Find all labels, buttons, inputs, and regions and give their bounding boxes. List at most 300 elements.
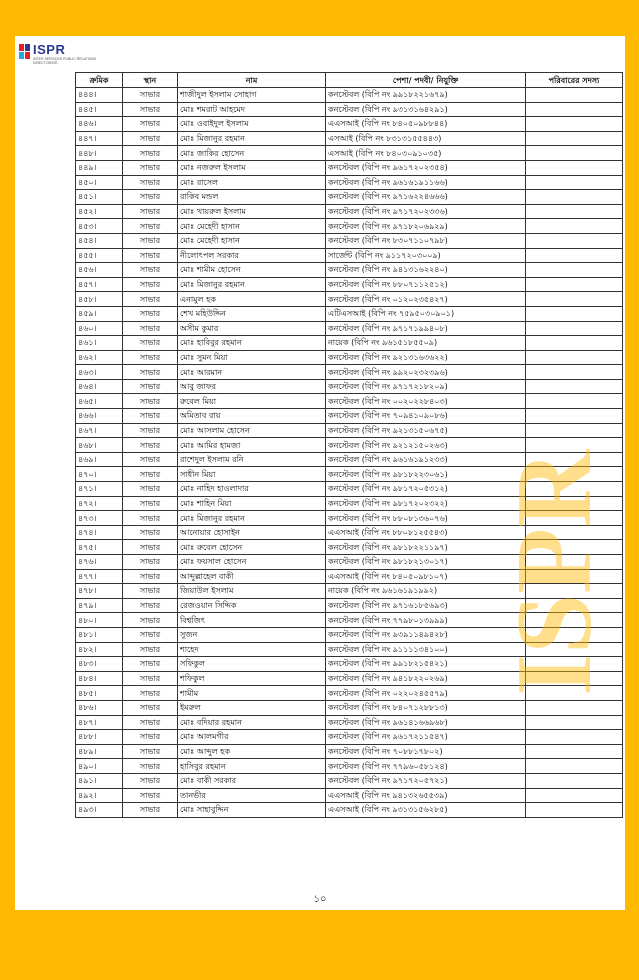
row-serial: ৪৬৯। [76, 452, 123, 467]
table-row [76, 423, 623, 438]
column-header-name: নাম [178, 73, 326, 88]
row-place: সাভার [123, 555, 178, 570]
row-post: কনস্টেবল (বিপি নং ৮৮০৮১৩৬০৭৬) [326, 511, 526, 526]
row-post: কনস্টেবল (বিপি নং ৮৪০৭১২৮৮১৩) [326, 700, 526, 715]
row-name: রেজওয়ান সিদ্দিক [178, 598, 326, 613]
table-row [76, 511, 623, 526]
row-name: মোঃ আলমগীর [178, 730, 326, 745]
row-name: তানভীর [178, 788, 326, 803]
row-name: মোঃ জাকির হোসেন [178, 146, 326, 161]
row-place: সাভার [123, 160, 178, 175]
row-post: সার্জেন্ট (বিপি নং ৯১১৭২০৩০০৯) [326, 248, 526, 263]
row-post: কনস্টেবল (বিপি নং ৯৭১৭২০২৩৩৬) [326, 204, 526, 219]
row-serial: ৪৫৮। [76, 292, 123, 307]
row-name: মোঃ ফয়সাল হোসেন [178, 555, 326, 570]
logo-subtitle: INTER SERVICES PUBLIC RELATIONS DIRECTORATE [33, 57, 97, 65]
row-serial: ৪৮৯। [76, 744, 123, 759]
row-family [526, 233, 623, 248]
row-post: কনস্টেবল (বিপি নং ৯২১২১৫০২৬৩) [326, 438, 526, 453]
row-name: মোঃ রুবেল হোসেন [178, 540, 326, 555]
row-post: কনস্টেবল (বিপি নং ৯৬১৬১৯১২৩৩) [326, 452, 526, 467]
column-header-post: পেশা/ পদবী/ নিযুক্তি [326, 73, 526, 88]
table-row [76, 759, 623, 774]
row-place: সাভার [123, 233, 178, 248]
row-serial: ৪৮৬। [76, 700, 123, 715]
table-row [76, 306, 623, 321]
table-row [76, 627, 623, 642]
row-place: সাভার [123, 569, 178, 584]
row-serial: ৪৫৭। [76, 277, 123, 292]
row-post: এটিএসআই (বিপি নং ৭৫৯৫০৩০৯০১) [326, 306, 526, 321]
row-place: সাভার [123, 409, 178, 424]
row-name: মোঃ মেহেদী হাসান [178, 233, 326, 248]
logo-text: ISPR [33, 42, 66, 57]
row-family [526, 306, 623, 321]
row-place: সাভার [123, 306, 178, 321]
table-row [76, 263, 623, 278]
row-serial: ৪৮৩। [76, 657, 123, 672]
table-row [76, 452, 623, 467]
table-row [76, 160, 623, 175]
row-serial: ৪৮৮। [76, 730, 123, 745]
row-serial: ৪৯৩। [76, 803, 123, 818]
table-row [76, 394, 623, 409]
table-row [76, 467, 623, 482]
row-family [526, 759, 623, 774]
table-row [76, 233, 623, 248]
row-family [526, 452, 623, 467]
table-row [76, 613, 623, 628]
table-row [76, 525, 623, 540]
row-place: সাভার [123, 292, 178, 307]
row-post: কনস্টেবল (বিপি নং ০২২০২৪৫৫৭৯) [326, 686, 526, 701]
row-post: কনস্টেবল (বিপি নং ৮৩০৭১১০৭৯৮) [326, 233, 526, 248]
row-post: কনস্টেবল (বিপি নং ৭৭৯৮০১৩৯৯৯) [326, 613, 526, 628]
row-post: কনস্টেবল (বিপি নং ৯৯১৮২১৫৪২১) [326, 657, 526, 672]
row-serial: ৪৪৪। [76, 88, 123, 103]
row-name: মোঃ মিজানুর রহমান [178, 131, 326, 146]
row-place: সাভার [123, 642, 178, 657]
table-row [76, 292, 623, 307]
row-place: সাভার [123, 277, 178, 292]
table-row [76, 540, 623, 555]
row-name: মোঃ মিজানুর রহমান [178, 277, 326, 292]
row-name: শাহেদ [178, 642, 326, 657]
table-row [76, 496, 623, 511]
row-family [526, 773, 623, 788]
row-place: সাভার [123, 102, 178, 117]
row-serial: ৪৪৮। [76, 146, 123, 161]
row-place: সাভার [123, 511, 178, 526]
row-serial: ৪৬৩। [76, 365, 123, 380]
row-serial: ৪৬৪। [76, 379, 123, 394]
row-name: মোঃ মেহেদী হাসান [178, 219, 326, 234]
table-row [76, 219, 623, 234]
row-place: সাভার [123, 379, 178, 394]
row-post: কনস্টেবল (বিপি নং ৯৬১৭২১১৫৪৭) [326, 730, 526, 745]
table-row [76, 379, 623, 394]
row-family [526, 555, 623, 570]
row-place: সাভার [123, 467, 178, 482]
row-serial: ৪৮৪। [76, 671, 123, 686]
table-row [76, 584, 623, 599]
row-serial: ৪৬৮। [76, 438, 123, 453]
row-family [526, 627, 623, 642]
row-family [526, 540, 623, 555]
row-post: এএসআই (বিপি নং ৯৪১৩২৬৫৫৩৯) [326, 788, 526, 803]
row-serial: ৪৫৬। [76, 263, 123, 278]
row-name: অসীম কুমার [178, 321, 326, 336]
table-row [76, 102, 623, 117]
table-row [76, 730, 623, 745]
row-post: কনস্টেবল (বিপি নং ৯৬১৬১৯১১৬৬) [326, 175, 526, 190]
table-row [76, 146, 623, 161]
row-post: কনস্টেবল (বিপি নং ৭৭৯৬০৫৮১২৪) [326, 759, 526, 774]
table-header-row [76, 73, 623, 88]
row-family [526, 350, 623, 365]
table-row [76, 803, 623, 818]
row-family [526, 525, 623, 540]
row-post: কনস্টেবল (বিপি নং ৯৭১৭১৯৯৪০৮) [326, 321, 526, 336]
row-name: রাকিব মন্ডল [178, 190, 326, 205]
row-post: কনস্টেবল (বিপি নং ৯৩১৩১৬৪২৯১) [326, 102, 526, 117]
row-serial: ৪৬৫। [76, 394, 123, 409]
row-place: সাভার [123, 336, 178, 351]
row-name: ইমরুল [178, 700, 326, 715]
row-place: সাভার [123, 146, 178, 161]
row-family [526, 117, 623, 132]
row-family [526, 365, 623, 380]
row-family [526, 744, 623, 759]
table-row [76, 598, 623, 613]
row-place: সাভার [123, 438, 178, 453]
row-serial: ৪৮৭। [76, 715, 123, 730]
row-post: কনস্টেবল (বিপি নং ৯৮১৭২০২৩২২) [326, 496, 526, 511]
table-row [76, 365, 623, 380]
row-name: মোঃ শমরাট আহমেদ [178, 102, 326, 117]
row-serial: ৪৮১। [76, 627, 123, 642]
row-family [526, 336, 623, 351]
row-serial: ৪৫৪। [76, 233, 123, 248]
row-name: মোঃ আরমান [178, 365, 326, 380]
row-place: সাভার [123, 788, 178, 803]
row-family [526, 438, 623, 453]
row-name: নীলোৎপল সরকার [178, 248, 326, 263]
row-family [526, 686, 623, 701]
row-family [526, 88, 623, 103]
row-serial: ৪৭৪। [76, 525, 123, 540]
row-serial: ৪৭৩। [76, 511, 123, 526]
row-place: সাভার [123, 321, 178, 336]
row-name: রাশেদুল ইসলাম রনি [178, 452, 326, 467]
row-name: অমিতাব রায় [178, 409, 326, 424]
row-post: কনস্টেবল (বিপি নং ৯৮১৮২২৩০৬১) [326, 467, 526, 482]
table-row [76, 248, 623, 263]
ispr-emblem-icon [19, 44, 31, 60]
table-row [76, 686, 623, 701]
row-serial: ৪৯১। [76, 773, 123, 788]
row-name: বিশ্বজিৎ [178, 613, 326, 628]
row-family [526, 248, 623, 263]
row-place: সাভার [123, 803, 178, 818]
table-row [76, 409, 623, 424]
row-place: সাভার [123, 744, 178, 759]
table-row [76, 131, 623, 146]
row-name: মোঃ আসলাম হোসেন [178, 423, 326, 438]
row-family [526, 788, 623, 803]
row-family [526, 511, 623, 526]
row-family [526, 715, 623, 730]
row-serial: ৪৪৬। [76, 117, 123, 132]
table-row [76, 88, 623, 103]
row-post: এসআই (বিপি নং ৮৩১৩১৫৫৪৪৩) [326, 131, 526, 146]
row-name: মোঃ খায়রুল ইসলাম [178, 204, 326, 219]
row-family [526, 671, 623, 686]
row-serial: ৪৪৯। [76, 160, 123, 175]
row-place: সাভার [123, 613, 178, 628]
row-name: রুবেল মিয়া [178, 394, 326, 409]
row-serial: ৪৬২। [76, 350, 123, 365]
row-serial: ৪৭৯। [76, 598, 123, 613]
row-name: সাধীন মিয়া [178, 467, 326, 482]
row-serial: ৪৫২। [76, 204, 123, 219]
row-family [526, 292, 623, 307]
row-place: সাভার [123, 598, 178, 613]
row-name: শেখ মহিউদ্দিন [178, 306, 326, 321]
row-family [526, 204, 623, 219]
row-serial: ৪৭৮। [76, 584, 123, 599]
row-serial: ৪৮২। [76, 642, 123, 657]
row-family [526, 102, 623, 117]
row-serial: ৪৬১। [76, 336, 123, 351]
row-post: কনস্টেবল (বিপি নং ৯৩৯১১৪৯৪২৮) [326, 627, 526, 642]
row-family [526, 482, 623, 497]
table-row [76, 336, 623, 351]
row-place: সাভার [123, 88, 178, 103]
table-row [76, 788, 623, 803]
row-name: মোঃ মিজানুর রহমান [178, 511, 326, 526]
row-post: কনস্টেবল (বিপি নং ৯৭১৬১৮৫৬৯৩) [326, 598, 526, 613]
row-post: কনস্টেবল (বিপি নং ৭০৯৪১০৯০৮৬) [326, 409, 526, 424]
document-page [15, 36, 625, 910]
row-post: এএসআই (বিপি নং ৮৪০৫০৯৮১০৭) [326, 569, 526, 584]
row-family [526, 730, 623, 745]
column-header-serial: ক্রমিক [76, 73, 123, 88]
row-name: সফিকুল [178, 657, 326, 672]
table-row [76, 321, 623, 336]
row-serial: ৪৫০। [76, 175, 123, 190]
row-name: মোঃ সাহাবুদ্দিন [178, 803, 326, 818]
row-name: মোঃ নাহিদ হাওলাদার [178, 482, 326, 497]
row-name: শামীম [178, 686, 326, 701]
row-place: সাভার [123, 365, 178, 380]
row-serial: ৪৬০। [76, 321, 123, 336]
row-place: সাভার [123, 131, 178, 146]
row-name: আব্দুল্লাহেল বাকী [178, 569, 326, 584]
row-post: কনস্টেবল (বিপি নং ৯৯১৮২২১৬৭৯) [326, 88, 526, 103]
row-family [526, 219, 623, 234]
row-place: সাভার [123, 248, 178, 263]
row-family [526, 263, 623, 278]
row-place: সাভার [123, 350, 178, 365]
row-name: হাসিবুর রহমান [178, 759, 326, 774]
table-row [76, 671, 623, 686]
row-post: কনস্টেবল (বিপি নং ৮৮০৭১১২৫১২) [326, 277, 526, 292]
row-family [526, 467, 623, 482]
row-name: মোঃ বদিয়ার রহমান [178, 715, 326, 730]
table-row [76, 555, 623, 570]
table-row [76, 350, 623, 365]
row-name: আনোয়ার হোসাইন [178, 525, 326, 540]
table-row [76, 190, 623, 205]
row-family [526, 394, 623, 409]
row-place: সাভার [123, 452, 178, 467]
row-place: সাভার [123, 204, 178, 219]
row-name: মোঃ ওবাইদুল ইসলাম [178, 117, 326, 132]
roster-body [76, 88, 623, 818]
row-post: কনস্টেবল (বিপি নং ৯৬১৭২০২৩৫৪) [326, 160, 526, 175]
table-row [76, 773, 623, 788]
row-name: শাজীদুল ইসলাম সোহাগ [178, 88, 326, 103]
row-family [526, 803, 623, 818]
row-place: সাভার [123, 700, 178, 715]
row-family [526, 598, 623, 613]
row-name: মোঃ আব্দুল হক [178, 744, 326, 759]
row-place: সাভার [123, 219, 178, 234]
table-row [76, 569, 623, 584]
row-place: সাভার [123, 730, 178, 745]
row-place: সাভার [123, 117, 178, 132]
row-post: কনস্টেবল (বিপি নং ০০২০২২৮৪০৩) [326, 394, 526, 409]
row-place: সাভার [123, 394, 178, 409]
row-place: সাভার [123, 263, 178, 278]
row-serial: ৪৬৬। [76, 409, 123, 424]
row-serial: ৪৪৭। [76, 131, 123, 146]
row-place: সাভার [123, 423, 178, 438]
row-serial: ৪৭৫। [76, 540, 123, 555]
table-row [76, 657, 623, 672]
row-post: কনস্টেবল (বিপি নং ৯৭১৭২১৮২০৯) [326, 379, 526, 394]
row-family [526, 379, 623, 394]
row-family [526, 496, 623, 511]
row-serial: ৪৭২। [76, 496, 123, 511]
row-family [526, 613, 623, 628]
row-post: কনস্টেবল (বিপি নং ৯২১৩১৫০৬৭৫) [326, 423, 526, 438]
row-family [526, 146, 623, 161]
row-place: সাভার [123, 496, 178, 511]
table-row [76, 482, 623, 497]
row-name: মোঃ সুমন মিয়া [178, 350, 326, 365]
row-post: কনস্টেবল (বিপি নং ৯৮১৮২১৩০১৭) [326, 555, 526, 570]
row-post: কনস্টেবল (বিপি নং ৯৪১৩১৬২২৪০) [326, 263, 526, 278]
row-serial: ৪৫৫। [76, 248, 123, 263]
row-serial: ৪৭৬। [76, 555, 123, 570]
row-serial: ৪৬৭। [76, 423, 123, 438]
row-serial: ৪৫১। [76, 190, 123, 205]
row-serial: ৪৭১। [76, 482, 123, 497]
roster-table [75, 72, 623, 818]
row-post: এএসআই (বিপি নং ৯৩১৩১৫৬২৮৫) [326, 803, 526, 818]
row-name: মোঃ আমির হামজা [178, 438, 326, 453]
row-family [526, 190, 623, 205]
row-post: কনস্টেবল (বিপি নং ০১২০২৩৫৪২৭) [326, 292, 526, 307]
row-place: সাভার [123, 627, 178, 642]
row-post: এএসআই (বিপি নং ৮৪০৫০৯৮৮৪৪) [326, 117, 526, 132]
row-post: কনস্টেবল (বিপি নং ৯২১৩১৬৩৬২২) [326, 350, 526, 365]
row-post: এএসআই (বিপি নং ৮৮০৮১২৫৫৪৩) [326, 525, 526, 540]
table-row [76, 204, 623, 219]
row-serial: ৪৯২। [76, 788, 123, 803]
row-post: নায়েক (বিপি নং ৯৬১৬১৯১৯৯২) [326, 584, 526, 599]
row-post: কনস্টেবল (বিপি নং ৯৭১৭২০৫৭২১) [326, 773, 526, 788]
table-row [76, 438, 623, 453]
row-name: আবু জাফর [178, 379, 326, 394]
row-serial: ৪৭০। [76, 467, 123, 482]
row-family [526, 277, 623, 292]
column-header-family: পরিবারের সদস্য [526, 73, 623, 88]
watermark-text: ISPR [495, 449, 614, 696]
row-family [526, 642, 623, 657]
row-place: সাভার [123, 715, 178, 730]
page-number: ১০ [313, 894, 327, 905]
row-place: সাভার [123, 540, 178, 555]
ispr-logo [19, 42, 109, 68]
row-place: সাভার [123, 175, 178, 190]
row-place: সাভার [123, 190, 178, 205]
table-row [76, 175, 623, 190]
row-name: মোঃ শামীম হোসেন [178, 263, 326, 278]
row-name: মোঃ বাকী সরকার [178, 773, 326, 788]
row-place: সাভার [123, 657, 178, 672]
row-family [526, 321, 623, 336]
row-place: সাভার [123, 671, 178, 686]
row-place: সাভার [123, 773, 178, 788]
row-serial: ৪৫৩। [76, 219, 123, 234]
row-family [526, 409, 623, 424]
table-row [76, 117, 623, 132]
row-post: কনস্টেবল (বিপি নং ৯৯২০২৩২৩৯৬) [326, 365, 526, 380]
row-post: কনস্টেবল (বিপি নং ৯৭১৬২২৪৬৬৬) [326, 190, 526, 205]
row-name: সুজন [178, 627, 326, 642]
row-family [526, 423, 623, 438]
row-post: কনস্টেবল (বিপি নং ৯৮১৭২০৫৩১২) [326, 482, 526, 497]
table-row [76, 700, 623, 715]
row-family [526, 700, 623, 715]
row-place: সাভার [123, 584, 178, 599]
column-header-place: স্থান [123, 73, 178, 88]
row-family [526, 584, 623, 599]
row-post: নায়েক (বিপি নং ৯৬১৫১৮৫৫০৯) [326, 336, 526, 351]
row-post: কনস্টেবল (বিপি নং ৯৭১৮২০৬৯২৯) [326, 219, 526, 234]
table-row [76, 642, 623, 657]
row-name: শফিকুল [178, 671, 326, 686]
row-post: কনস্টেবল (বিপি নং ৯১১১১৩৪১০০) [326, 642, 526, 657]
row-post: কনস্টেবল (বিপি নং ৯৮১৮২২১১৯৭) [326, 540, 526, 555]
row-name: জিয়াউল ইসলাম [178, 584, 326, 599]
row-serial: ৪৮০। [76, 613, 123, 628]
table-row [76, 744, 623, 759]
row-post: এসআই (বিপি নং ৮৪০৩০৯১০৩৫) [326, 146, 526, 161]
row-post: কনস্টেবল (বিপি নং ৯৬১৪১৬৬৯৬৮) [326, 715, 526, 730]
row-serial: ৪৫৯। [76, 306, 123, 321]
row-name: মোঃ রাসেল [178, 175, 326, 190]
table-row [76, 277, 623, 292]
row-place: সাভার [123, 759, 178, 774]
row-family [526, 175, 623, 190]
row-family [526, 657, 623, 672]
row-name: মোঃ নজরুল ইসলাম [178, 160, 326, 175]
row-serial: ৪৯০। [76, 759, 123, 774]
